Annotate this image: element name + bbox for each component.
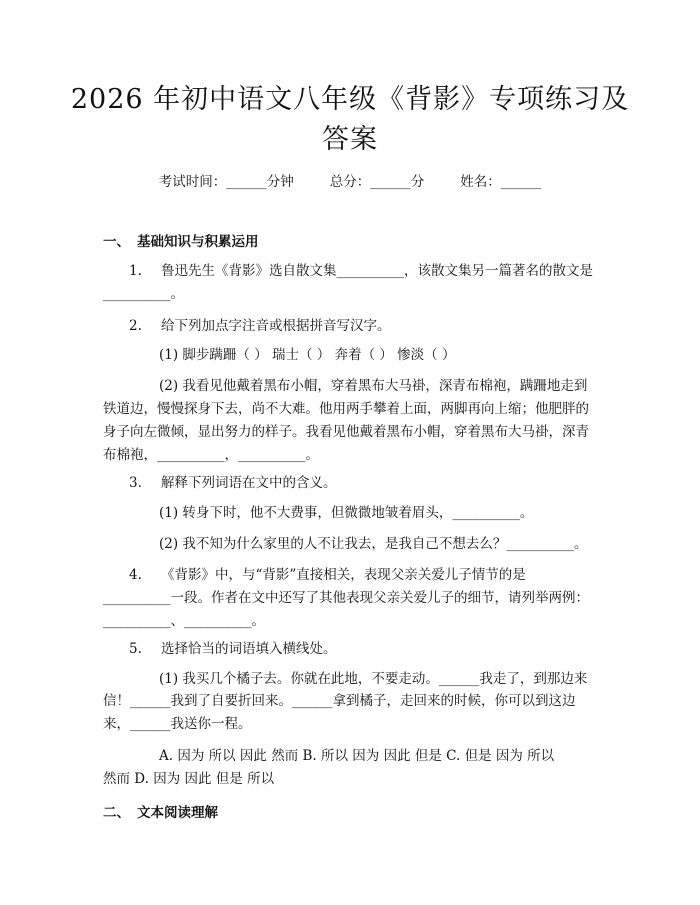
question-number: 4. bbox=[129, 567, 142, 583]
section-number: 一、 bbox=[103, 234, 130, 250]
question-2-sub-1: (1) 脚步蹒跚（ ） 瑞士（ ） 奔着（ ） 惨淡（ ） bbox=[159, 347, 456, 363]
question-4-line-3: __________、__________。 bbox=[103, 613, 265, 629]
question-text: 选择恰当的词语填入横线处。 bbox=[161, 641, 337, 657]
title-line-1: 2026 年初中语文八年级《背影》专项练习及 bbox=[70, 84, 630, 115]
question-2 bbox=[103, 314, 600, 338]
question-number: 5. bbox=[129, 641, 142, 657]
question-5 bbox=[103, 637, 600, 661]
title-line-2: 答案 bbox=[322, 124, 378, 155]
question-1 bbox=[103, 259, 600, 283]
question-5-options: A. 因为 所以 因此 然而 B. 所以 因为 因此 但是 C. 但是 因为 所以 bbox=[159, 748, 555, 764]
section-heading-1 bbox=[103, 230, 259, 250]
section-label: 文本阅读理解 bbox=[137, 805, 218, 821]
question-5-sub-1-line-2: 信！______我到了自要折回来。______拿到橘子，走回来的时候，你可以到这边 bbox=[103, 693, 576, 709]
total-score-field: 总分：______分 bbox=[329, 174, 425, 190]
section-label: 基础知识与积累运用 bbox=[137, 234, 259, 250]
question-text: 给下列加点字注音或根据拼音写汉字。 bbox=[161, 318, 391, 334]
student-name-field: 姓名：______ bbox=[460, 174, 542, 190]
question-4-line-2: __________一段。作者在文中还写了其他表现父亲关爱儿子的细节，请列举两例： bbox=[103, 590, 589, 606]
question-1-continuation: __________。 bbox=[103, 286, 184, 302]
question-4 bbox=[103, 563, 600, 587]
question-5-sub-1: (1) 我买几个橘子去。你就在此地，不要走动。______我走了，到那边来 bbox=[159, 671, 588, 687]
question-2-sub-2-line-2: 铁道边，慢慢探身下去，尚不大难。他用两手攀着上面，两脚再向上缩；他肥胖的 bbox=[103, 401, 589, 417]
exam-time-field: 考试时间：______分钟 bbox=[158, 174, 294, 190]
question-3 bbox=[103, 471, 600, 495]
question-5-sub-1-line-3: 来，______我送你一程。 bbox=[103, 716, 252, 732]
question-text: 鲁迅先生《背影》选自散文集__________，该散文集另一篇著名的散文是 bbox=[161, 263, 593, 279]
question-3-sub-1: (1) 转身下时，他不大费事，但微微地皱着眉头，__________。 bbox=[159, 505, 534, 521]
question-number: 1. bbox=[129, 263, 142, 279]
section-heading-2 bbox=[103, 801, 218, 821]
question-number: 2. bbox=[129, 318, 142, 334]
question-2-sub-2-line-4: 布棉袍，__________，__________。 bbox=[103, 447, 319, 463]
question-5-options-line-2: 然而 D. 因为 因此 但是 所以 bbox=[103, 771, 275, 787]
question-2-sub-2: (2) 我看见他戴着黑布小帽，穿着黑布大马褂，深青布棉袍，蹒跚地走到 bbox=[159, 378, 588, 394]
question-3-sub-2: (2) 我不知为什么家里的人不让我去，是我自己不想去么？__________。 bbox=[159, 536, 588, 552]
question-text: 解释下列词语在文中的含义。 bbox=[161, 475, 337, 491]
exam-info-line bbox=[0, 170, 700, 190]
question-text: 《背影》中，与“背影”直接相关，表现父亲关爱儿子情节的是 bbox=[161, 567, 526, 583]
document-title bbox=[60, 80, 640, 160]
question-number: 3. bbox=[129, 475, 142, 491]
section-number: 二、 bbox=[103, 805, 130, 821]
question-2-sub-2-line-3: 身子向左微倾，显出努力的样子。我看见他戴着黑布小帽，穿着黑布大马褂，深青 bbox=[103, 424, 589, 440]
